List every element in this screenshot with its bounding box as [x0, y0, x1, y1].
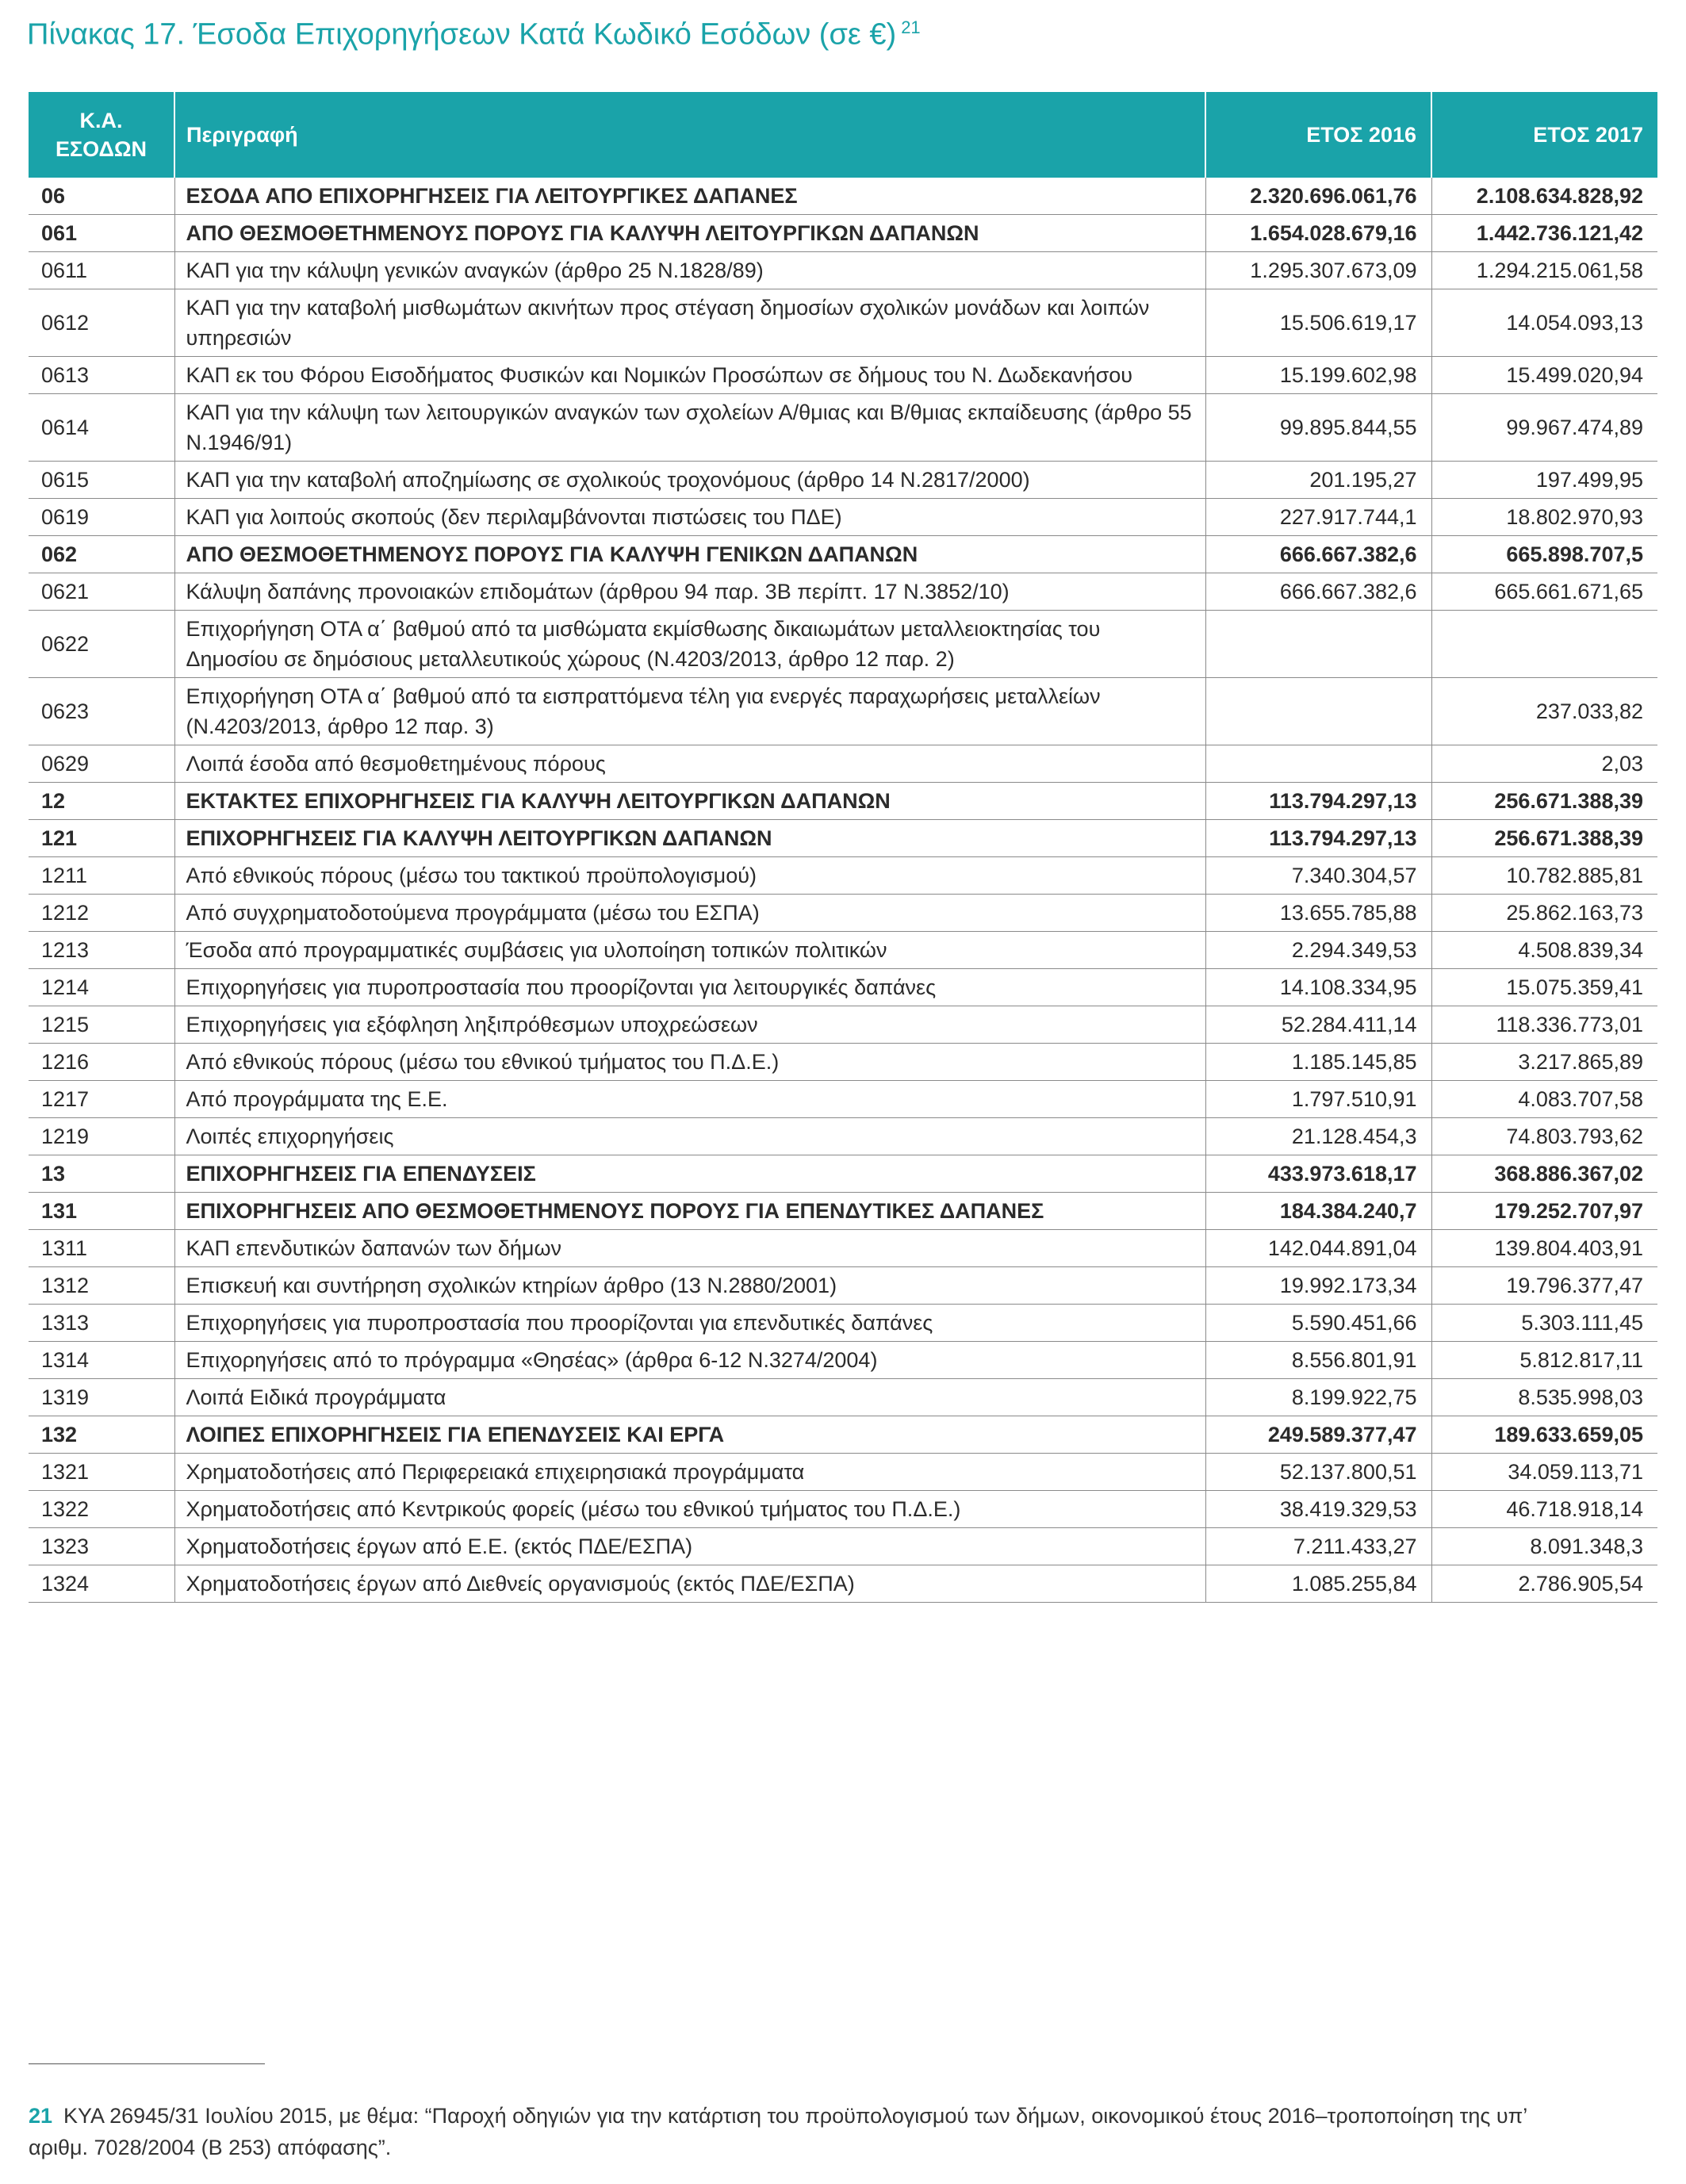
description-cell: ΑΠΟ ΘΕΣΜΟΘΕΤΗΜΕΝΟΥΣ ΠΟΡΟΥΣ ΓΙΑ ΚΑΛΥΨΗ ΛΕΙΤΟΥΡΓΙΚΩΝ ΔΑΠΑΝΩΝ — [174, 215, 1205, 252]
value-2017-cell: 4.083.707,58 — [1431, 1081, 1657, 1118]
value-2016-cell: 21.128.454,3 — [1205, 1118, 1431, 1155]
value-2017-cell: 665.898.707,5 — [1431, 536, 1657, 573]
code-cell: 06 — [29, 178, 174, 215]
table-row — [29, 1528, 1657, 1565]
value-2016-cell: 8.556.801,91 — [1205, 1342, 1431, 1379]
table-row — [29, 573, 1657, 611]
table-row — [29, 895, 1657, 932]
value-2017-cell: 256.671.388,39 — [1431, 820, 1657, 857]
description-cell: ΚΑΠ για την κάλυψη γενικών αναγκών (άρθρο 25 Ν.1828/89) — [174, 252, 1205, 289]
table-number: Πίνακας 17. — [27, 17, 186, 52]
value-2017-cell: 8.091.348,3 — [1431, 1528, 1657, 1565]
value-2017-cell: 237.033,82 — [1431, 678, 1657, 745]
table-row — [29, 215, 1657, 252]
description-cell: Από συγχρηματοδοτούμενα προγράμματα (μέσω του ΕΣΠΑ) — [174, 895, 1205, 932]
description-cell: Έσοδα από προγραμματικές συμβάσεις για υλοποίηση τοπικών πολιτικών — [174, 932, 1205, 969]
table-row — [29, 1044, 1657, 1081]
value-2016-cell: 99.895.844,55 — [1205, 394, 1431, 462]
value-2017-cell: 8.535.998,03 — [1431, 1379, 1657, 1416]
value-2016-cell: 15.506.619,17 — [1205, 289, 1431, 357]
page-title — [27, 17, 921, 52]
value-2017-cell: 15.075.359,41 — [1431, 969, 1657, 1006]
header-year-2017: ΕΤΟΣ 2017 — [1431, 92, 1657, 178]
table-row — [29, 289, 1657, 357]
value-2016-cell: 249.589.377,47 — [1205, 1416, 1431, 1454]
revenue-table — [29, 92, 1657, 1603]
value-2016-cell — [1205, 611, 1431, 678]
value-2017-cell: 99.967.474,89 — [1431, 394, 1657, 462]
value-2017-cell: 139.804.403,91 — [1431, 1230, 1657, 1267]
table-row — [29, 462, 1657, 499]
table-row — [29, 1379, 1657, 1416]
description-cell: ΕΠΙΧΟΡΗΓΗΣΕΙΣ ΓΙΑ ΕΠΕΝΔΥΣΕΙΣ — [174, 1155, 1205, 1193]
value-2016-cell: 7.340.304,57 — [1205, 857, 1431, 895]
code-cell: 1212 — [29, 895, 174, 932]
description-cell: Επιχορήγηση ΟΤΑ α΄ βαθμού από τα εισπραττόμενα τέλη για ενεργές παραχωρήσεις μεταλλείων (Ν.4203/2013, άρθρο 12 παρ. 3) — [174, 678, 1205, 745]
table-row — [29, 932, 1657, 969]
value-2017-cell: 18.802.970,93 — [1431, 499, 1657, 536]
description-cell: Επιχορηγήσεις για εξόφληση ληξιπρόθεσμων υποχρεώσεων — [174, 1006, 1205, 1044]
table-row — [29, 1230, 1657, 1267]
table-row — [29, 394, 1657, 462]
description-cell: Επιχορηγήσεις για πυροπροστασία που προορίζονται για λειτουργικές δαπάνες — [174, 969, 1205, 1006]
value-2016-cell: 666.667.382,6 — [1205, 573, 1431, 611]
description-cell: Χρηματοδοτήσεις από Περιφερειακά επιχειρησιακά προγράμματα — [174, 1454, 1205, 1491]
table-row — [29, 252, 1657, 289]
value-2017-cell: 5.303.111,45 — [1431, 1305, 1657, 1342]
footnote-text: ΚΥΑ 26945/31 Ιουλίου 2015, με θέμα: “Παροχή οδηγιών για την κατάρτιση του προϋπολογισμού των δήμων, οικονομικού έτους 2016–τροποποίηση της υπ’ αριθμ. 7028/2004 (Β 253) απόφασης”. — [29, 2104, 1527, 2159]
description-cell: Επιχορηγήσεις από το πρόγραμμα «Θησέας» (άρθρα 6-12 Ν.3274/2004) — [174, 1342, 1205, 1379]
value-2017-cell: 2,03 — [1431, 745, 1657, 783]
value-2016-cell: 2.320.696.061,76 — [1205, 178, 1431, 215]
description-cell: ΑΠΟ ΘΕΣΜΟΘΕΤΗΜΕΝΟΥΣ ΠΟΡΟΥΣ ΓΙΑ ΚΑΛΥΨΗ ΓΕΝΙΚΩΝ ΔΑΠΑΝΩΝ — [174, 536, 1205, 573]
code-cell: 132 — [29, 1416, 174, 1454]
code-cell: 1321 — [29, 1454, 174, 1491]
table-row — [29, 499, 1657, 536]
table-row — [29, 1565, 1657, 1603]
code-cell: 1313 — [29, 1305, 174, 1342]
code-cell: 1213 — [29, 932, 174, 969]
code-cell: 1324 — [29, 1565, 174, 1603]
table-row — [29, 1118, 1657, 1155]
code-cell: 0623 — [29, 678, 174, 745]
table-row — [29, 536, 1657, 573]
code-cell: 0619 — [29, 499, 174, 536]
code-cell: 1319 — [29, 1379, 174, 1416]
code-cell: 1322 — [29, 1491, 174, 1528]
code-cell: 131 — [29, 1193, 174, 1230]
code-cell: 121 — [29, 820, 174, 857]
table-row — [29, 678, 1657, 745]
code-cell: 0629 — [29, 745, 174, 783]
code-cell: 12 — [29, 783, 174, 820]
description-cell: Επιχορηγήσεις για πυροπροστασία που προορίζονται για επενδυτικές δαπάνες — [174, 1305, 1205, 1342]
code-cell: 0621 — [29, 573, 174, 611]
code-cell: 0615 — [29, 462, 174, 499]
value-2017-cell: 4.508.839,34 — [1431, 932, 1657, 969]
description-cell: ΚΑΠ για την καταβολή αποζημίωσης σε σχολικούς τροχονόμους (άρθρο 14 Ν.2817/2000) — [174, 462, 1205, 499]
header-year-2016: ΕΤΟΣ 2016 — [1205, 92, 1431, 178]
code-cell: 0611 — [29, 252, 174, 289]
table-row — [29, 857, 1657, 895]
code-cell: 1217 — [29, 1081, 174, 1118]
table-row — [29, 1155, 1657, 1193]
value-2017-cell: 5.812.817,11 — [1431, 1342, 1657, 1379]
value-2017-cell: 197.499,95 — [1431, 462, 1657, 499]
table-row — [29, 1416, 1657, 1454]
value-2016-cell: 7.211.433,27 — [1205, 1528, 1431, 1565]
value-2016-cell: 1.654.028.679,16 — [1205, 215, 1431, 252]
value-2017-cell: 46.718.918,14 — [1431, 1491, 1657, 1528]
footnote-ref[interactable]: 21 — [901, 17, 921, 37]
value-2016-cell: 113.794.297,13 — [1205, 820, 1431, 857]
header-description: Περιγραφή — [174, 92, 1205, 178]
description-cell: ΕΣΟΔΑ ΑΠΟ ΕΠΙΧΟΡΗΓΗΣΕΙΣ ΓΙΑ ΛΕΙΤΟΥΡΓΙΚΕΣ ΔΑΠΑΝΕΣ — [174, 178, 1205, 215]
value-2017-cell: 118.336.773,01 — [1431, 1006, 1657, 1044]
value-2017-cell: 665.661.671,65 — [1431, 573, 1657, 611]
code-cell: 1216 — [29, 1044, 174, 1081]
code-cell: 1215 — [29, 1006, 174, 1044]
table-row — [29, 1193, 1657, 1230]
description-cell: Χρηματοδοτήσεις έργων από Διεθνείς οργανισμούς (εκτός ΠΔΕ/ΕΣΠΑ) — [174, 1565, 1205, 1603]
value-2016-cell: 8.199.922,75 — [1205, 1379, 1431, 1416]
value-2017-cell: 368.886.367,02 — [1431, 1155, 1657, 1193]
table-row — [29, 1454, 1657, 1491]
value-2017-cell: 1.294.215.061,58 — [1431, 252, 1657, 289]
footnote-number: 21 — [29, 2104, 53, 2128]
description-cell: ΚΑΠ για την καταβολή μισθωμάτων ακινήτων προς στέγαση δημοσίων σχολικών μονάδων και λοιπών υπηρεσιών — [174, 289, 1205, 357]
value-2017-cell: 74.803.793,62 — [1431, 1118, 1657, 1155]
value-2016-cell: 52.137.800,51 — [1205, 1454, 1431, 1491]
value-2017-cell: 25.862.163,73 — [1431, 895, 1657, 932]
table-row — [29, 745, 1657, 783]
value-2016-cell — [1205, 678, 1431, 745]
table-row — [29, 1342, 1657, 1379]
value-2017-cell: 2.108.634.828,92 — [1431, 178, 1657, 215]
description-cell: ΚΑΠ εκ του Φόρου Εισοδήματος Φυσικών και Νομικών Προσώπων σε δήμους του Ν. Δωδεκανήσου — [174, 357, 1205, 394]
description-cell: ΛΟΙΠΕΣ ΕΠΙΧΟΡΗΓΗΣΕΙΣ ΓΙΑ ΕΠΕΝΔΥΣΕΙΣ ΚΑΙ ΕΡΓΑ — [174, 1416, 1205, 1454]
value-2016-cell: 52.284.411,14 — [1205, 1006, 1431, 1044]
header-code — [29, 92, 174, 178]
table-row — [29, 1081, 1657, 1118]
value-2016-cell: 5.590.451,66 — [1205, 1305, 1431, 1342]
table-body — [29, 178, 1657, 1603]
table-row — [29, 178, 1657, 215]
value-2017-cell: 15.499.020,94 — [1431, 357, 1657, 394]
value-2017-cell: 14.054.093,13 — [1431, 289, 1657, 357]
table-header — [29, 92, 1657, 178]
description-cell: ΕΠΙΧΟΡΗΓΗΣΕΙΣ ΓΙΑ ΚΑΛΥΨΗ ΛΕΙΤΟΥΡΓΙΚΩΝ ΔΑΠΑΝΩΝ — [174, 820, 1205, 857]
description-cell: Από εθνικούς πόρους (μέσω του τακτικού προϋπολογισμού) — [174, 857, 1205, 895]
code-cell: 13 — [29, 1155, 174, 1193]
description-cell: Κάλυψη δαπάνης προνοιακών επιδομάτων (άρθρου 94 παρ. 3Β περίπτ. 17 Ν.3852/10) — [174, 573, 1205, 611]
value-2016-cell: 433.973.618,17 — [1205, 1155, 1431, 1193]
value-2016-cell: 184.384.240,7 — [1205, 1193, 1431, 1230]
value-2016-cell: 666.667.382,6 — [1205, 536, 1431, 573]
value-2017-cell: 189.633.659,05 — [1431, 1416, 1657, 1454]
table-title-text: Έσοδα Επιχορηγήσεων Κατά Κωδικό Εσόδων (σε €) — [193, 17, 897, 52]
description-cell: Λοιπά έσοδα από θεσμοθετημένους πόρους — [174, 745, 1205, 783]
code-cell: 1312 — [29, 1267, 174, 1305]
value-2016-cell: 1.797.510,91 — [1205, 1081, 1431, 1118]
table-row — [29, 611, 1657, 678]
value-2016-cell: 15.199.602,98 — [1205, 357, 1431, 394]
value-2017-cell: 1.442.736.121,42 — [1431, 215, 1657, 252]
value-2016-cell: 1.295.307.673,09 — [1205, 252, 1431, 289]
value-2017-cell: 34.059.113,71 — [1431, 1454, 1657, 1491]
code-cell: 1311 — [29, 1230, 174, 1267]
description-cell: Λοιπά Ειδικά προγράμματα — [174, 1379, 1205, 1416]
value-2017-cell: 19.796.377,47 — [1431, 1267, 1657, 1305]
description-cell: ΚΑΠ επενδυτικών δαπανών των δήμων — [174, 1230, 1205, 1267]
table-row — [29, 783, 1657, 820]
value-2016-cell: 14.108.334,95 — [1205, 969, 1431, 1006]
code-cell: 0614 — [29, 394, 174, 462]
value-2016-cell: 201.195,27 — [1205, 462, 1431, 499]
value-2017-cell: 179.252.707,97 — [1431, 1193, 1657, 1230]
description-cell: Επιχορήγηση ΟΤΑ α΄ βαθμού από τα μισθώματα εκμίσθωσης δικαιωμάτων μεταλλειοκτησίας του Δημοσίου σε δημόσιους μεταλλευτικούς χώρους (Ν.4203/2013, άρθρο 12 παρ. 2) — [174, 611, 1205, 678]
code-cell: 061 — [29, 215, 174, 252]
value-2017-cell: 256.671.388,39 — [1431, 783, 1657, 820]
description-cell: Από προγράμματα της Ε.Ε. — [174, 1081, 1205, 1118]
value-2016-cell: 13.655.785,88 — [1205, 895, 1431, 932]
description-cell: Λοιπές επιχορηγήσεις — [174, 1118, 1205, 1155]
value-2016-cell: 227.917.744,1 — [1205, 499, 1431, 536]
value-2017-cell: 3.217.865,89 — [1431, 1044, 1657, 1081]
code-cell: 1219 — [29, 1118, 174, 1155]
code-cell: 1214 — [29, 969, 174, 1006]
value-2016-cell: 19.992.173,34 — [1205, 1267, 1431, 1305]
value-2017-cell: 10.782.885,81 — [1431, 857, 1657, 895]
footnote — [29, 2100, 1583, 2163]
value-2016-cell: 1.185.145,85 — [1205, 1044, 1431, 1081]
table-row — [29, 1006, 1657, 1044]
table-row — [29, 1267, 1657, 1305]
description-cell: Επισκευή και συντήρηση σχολικών κτηρίων άρθρο (13 Ν.2880/2001) — [174, 1267, 1205, 1305]
description-cell: ΕΠΙΧΟΡΗΓΗΣΕΙΣ ΑΠΟ ΘΕΣΜΟΘΕΤΗΜΕΝΟΥΣ ΠΟΡΟΥΣ ΓΙΑ ΕΠΕΝΔΥΤΙΚΕΣ ΔΑΠΑΝΕΣ — [174, 1193, 1205, 1230]
description-cell: ΚΑΠ για την κάλυψη των λειτουργικών αναγκών των σχολείων Α/θμιας και Β/θμιας εκπαίδευσης (άρθρο 55 Ν.1946/91) — [174, 394, 1205, 462]
code-cell: 0613 — [29, 357, 174, 394]
description-cell: Από εθνικούς πόρους (μέσω του εθνικού τμήματος του Π.Δ.Ε.) — [174, 1044, 1205, 1081]
description-cell: Χρηματοδοτήσεις από Κεντρικούς φορείς (μέσω του εθνικού τμήματος του Π.Δ.Ε.) — [174, 1491, 1205, 1528]
value-2016-cell: 113.794.297,13 — [1205, 783, 1431, 820]
code-cell: 062 — [29, 536, 174, 573]
value-2016-cell — [1205, 745, 1431, 783]
description-cell: ΕΚΤΑΚΤΕΣ ΕΠΙΧΟΡΗΓΗΣΕΙΣ ΓΙΑ ΚΑΛΥΨΗ ΛΕΙΤΟΥΡΓΙΚΩΝ ΔΑΠΑΝΩΝ — [174, 783, 1205, 820]
header-code-line1: Κ.Α. — [79, 109, 123, 132]
value-2016-cell: 1.085.255,84 — [1205, 1565, 1431, 1603]
code-cell: 1314 — [29, 1342, 174, 1379]
value-2017-cell — [1431, 611, 1657, 678]
footnote-divider — [29, 2063, 265, 2064]
value-2016-cell: 2.294.349,53 — [1205, 932, 1431, 969]
description-cell: Χρηματοδοτήσεις έργων από Ε.Ε. (εκτός ΠΔΕ/ΕΣΠΑ) — [174, 1528, 1205, 1565]
value-2016-cell: 142.044.891,04 — [1205, 1230, 1431, 1267]
table-row — [29, 969, 1657, 1006]
description-cell: ΚΑΠ για λοιπούς σκοπούς (δεν περιλαμβάνονται πιστώσεις του ΠΔΕ) — [174, 499, 1205, 536]
table-row — [29, 820, 1657, 857]
value-2016-cell: 38.419.329,53 — [1205, 1491, 1431, 1528]
code-cell: 1211 — [29, 857, 174, 895]
header-code-line2: ΕΣΟΔΩΝ — [55, 137, 148, 161]
table-row — [29, 1305, 1657, 1342]
code-cell: 1323 — [29, 1528, 174, 1565]
code-cell: 0612 — [29, 289, 174, 357]
table-row — [29, 357, 1657, 394]
code-cell: 0622 — [29, 611, 174, 678]
table-row — [29, 1491, 1657, 1528]
value-2017-cell: 2.786.905,54 — [1431, 1565, 1657, 1603]
